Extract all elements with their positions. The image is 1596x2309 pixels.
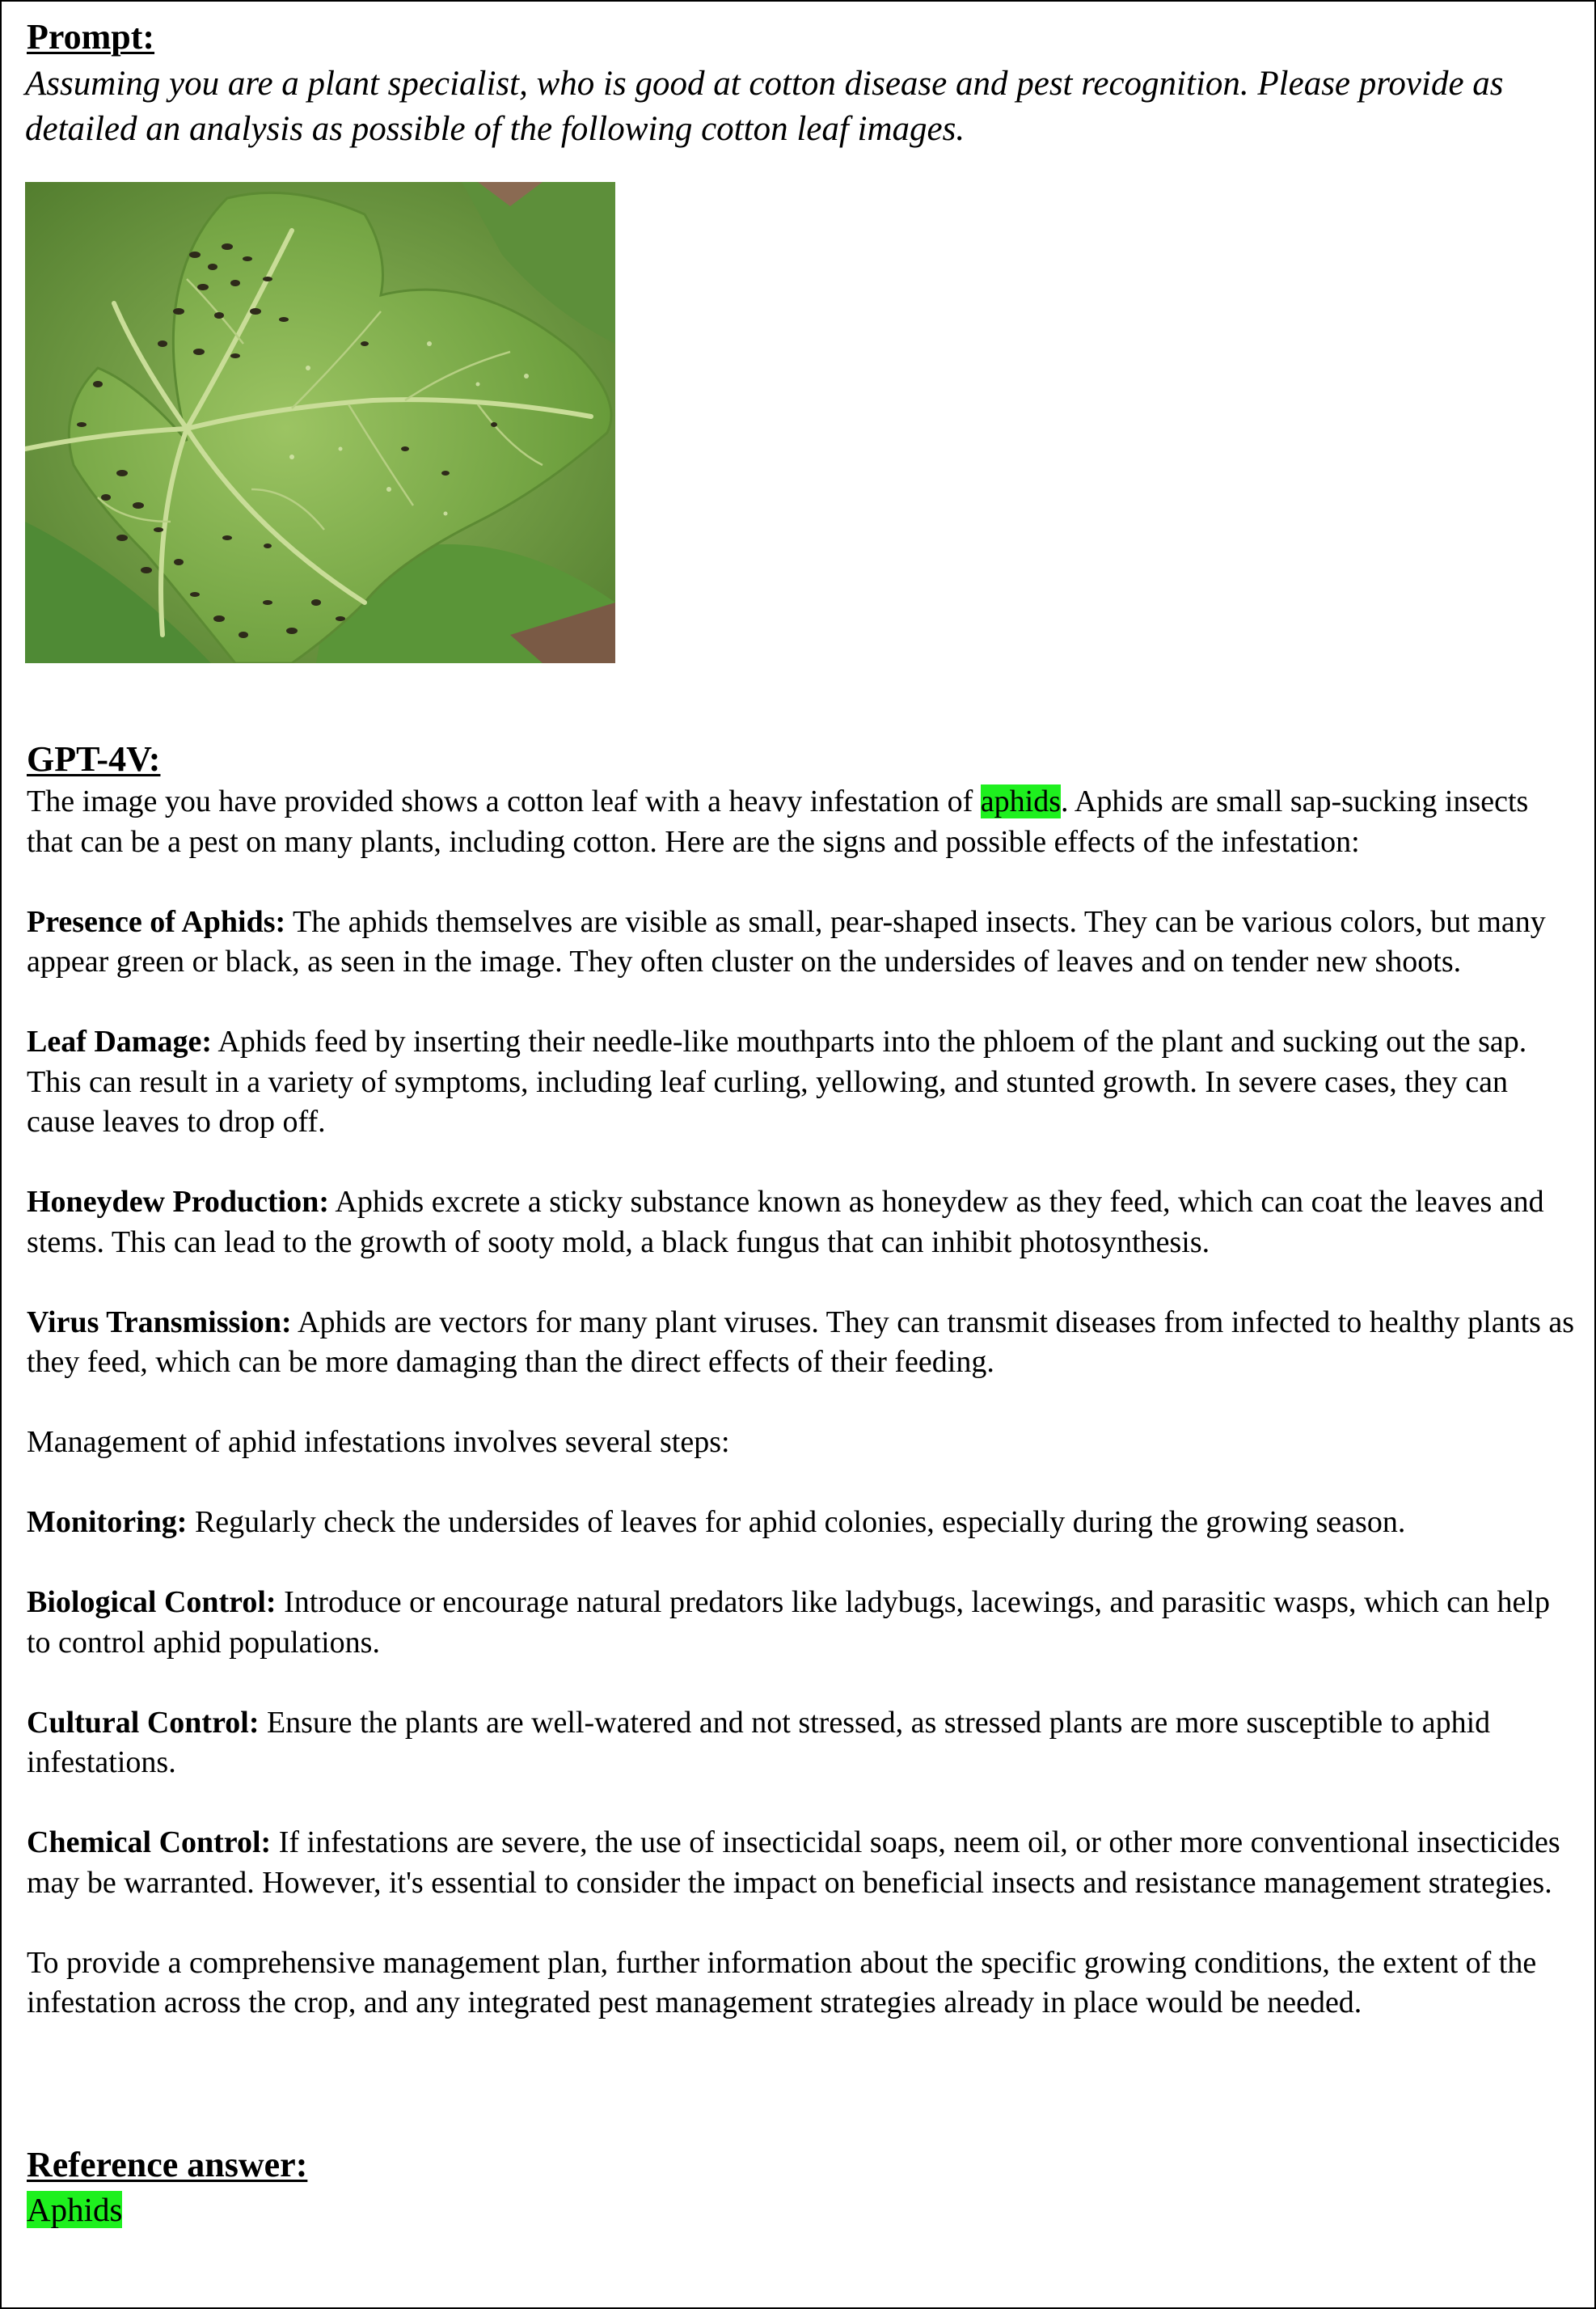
answer-intro [27,782,1579,862]
step-term: Monitoring: [27,1505,188,1539]
cotton-leaf-aphid-illustration [25,182,615,663]
section-presence-of-aphids [27,903,1579,983]
step-text: If infestations are severe, the use of insecticidal soaps, neem oil, or other more conventional insecticides may be warranted. However, it's essential to consider the impact on beneficial insects and resistance management strategies. [27,1825,1560,1900]
step-chemical-control [27,1823,1579,1903]
step-cultural-control [27,1703,1579,1783]
step-monitoring [27,1503,1579,1543]
management-intro: Management of aphid infestations involves several steps: [27,1425,730,1459]
reference-answer-highlight: Aphids [27,2191,123,2228]
intro-text-after: . Aphids are small sap-sucking insects that can be a pest on many plants, including cotton. Here are the signs and possible effects of the infestation: [27,784,1529,859]
step-text: Regularly check the undersides of leaves for aphid colonies, especially during the growing season. [187,1505,1406,1539]
intro-text-before: The image you have provided shows a cotton leaf with a heavy infestation of [27,784,981,818]
section-honeydew-production [27,1182,1579,1262]
step-term: Chemical Control: [27,1825,272,1859]
section-term: Honeydew Production: [27,1185,330,1219]
reference-heading: Reference answer: [27,2145,308,2184]
prompt-text: Assuming you are a plant specialist, who is good at cotton disease and pest recognition. Please provide as detailed an analysis as possible of the following cotton leaf images. [25,65,1504,148]
highlighted-term: aphids [980,784,1061,818]
gpt4v-answer [27,782,1579,2024]
section-leaf-damage [27,1022,1579,1143]
gpt4v-heading: GPT-4V: [27,739,161,779]
step-text: Introduce or encourage natural predators like ladybugs, lacewings, and parasitic wasps, which can help to control aphid populations. [27,1585,1550,1660]
section-text: Aphids are vectors for many plant viruses. They can transmit diseases from infected to healthy plants as they feed, which can be more damaging than the direct effects of their feeding. [27,1305,1575,1379]
answer-conclusion: To provide a comprehensive management plan, further information about the specific growing conditions, the extent of the infestation across the crop, and any integrated pest management strategies already in place would be needed. [27,1945,1537,2019]
section-text: The aphids themselves are visible as small, pear-shaped insects. They can be various colors, but many appear green or black, as seen in the image. They often cluster on the undersides of leaves and on tender new shoots. [27,904,1546,979]
reference-answer [27,2189,122,2230]
section-text: Aphids feed by inserting their needle-like mouthparts into the phloem of the plant and sucking out the sap. This can result in a variety of symptoms, including leaf curling, yellowing, and stunted growth. In severe cases, they can cause leaves to drop off. [27,1025,1527,1139]
section-term: Leaf Damage: [27,1025,212,1059]
cotton-leaf-image [25,182,615,663]
step-term: Cultural Control: [27,1705,260,1740]
section-text: Aphids excrete a sticky substance known as honeydew as they feed, which can coat the leaves and stems. This can lead to the growth of sooty mold, a black fungus that can inhibit photosynthesis. [27,1185,1544,1259]
section-virus-transmission [27,1303,1579,1383]
step-biological-control [27,1583,1579,1663]
section-term: Virus Transmission: [27,1305,292,1339]
step-text: Ensure the plants are well-watered and not stressed, as stressed plants are more susceptible to aphid infestations. [27,1705,1491,1779]
step-term: Biological Control: [27,1585,277,1619]
section-term: Presence of Aphids: [27,904,286,939]
prompt-heading: Prompt: [27,17,155,57]
